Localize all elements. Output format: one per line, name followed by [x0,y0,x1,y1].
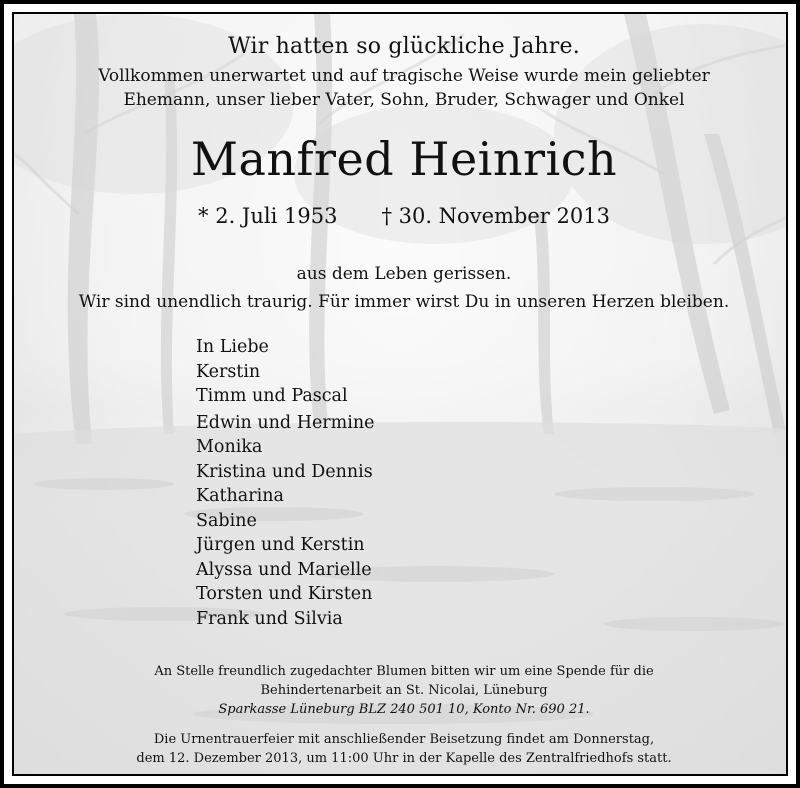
intro-text [14,64,788,112]
donation-line-1: An Stelle freundlich zugedachter Blumen bitten wir um eine Spende für die [154,664,654,679]
mourner-line: In Liebe [196,337,269,357]
donation-notice [14,662,788,719]
mourner-line: Katharina [196,486,284,506]
mourners-list [196,335,375,631]
life-dates [14,204,788,228]
mourner-line: Torsten und Kirsten [196,584,373,604]
sorrow-line: Wir sind unendlich traurig. Für immer wirst Du in unseren Herzen bleiben. [78,292,730,312]
mourners-group-close [196,335,375,409]
funeral-service-notice [14,730,788,768]
mourner-line: Edwin und Hermine [196,412,375,433]
mourner-line: Jürgen und Kerstin [196,535,365,555]
mourner-line: Alyssa und Marielle [196,559,372,580]
service-line-1: Die Urnentrauerfeier mit anschließender Beisetzung findet am Donnerstag, [153,732,655,747]
donation-line-2: Behindertenarbeit an St. Nicolai, Lüneburg [260,683,548,698]
deceased-name: Manfred Heinrich [190,132,618,186]
intro-line-2: Ehemann, unser lieber Vater, Sohn, Bruder, Schwager und Onkel [123,90,685,110]
obituary-panel [12,12,788,776]
lost-line: aus dem Leben gerissen. [296,264,512,284]
mourner-line: Sabine [196,510,257,531]
death-date: † 30. November 2013 [381,204,610,228]
motto: Wir hatten so glückliche Jahre. [228,34,580,59]
portrait-photo [442,372,592,594]
birth-date: * 2. Juli 1953 [198,204,338,228]
mourner-line: Kerstin [196,361,261,382]
mourner-line: Kristina und Dennis [196,461,373,482]
mourner-line: Monika [196,437,263,457]
intro-line-1: Vollkommen unerwartet und auf tragische Weise wurde mein geliebter [98,66,710,86]
mourner-line: Timm und Pascal [196,386,348,406]
bank-details: Sparkasse Lüneburg BLZ 240 501 10, Konto Nr. 690 21. [218,702,590,717]
mourner-line: Frank und Silvia [196,608,343,629]
service-line-2: dem 12. Dezember 2013, um 11:00 Uhr in der Kapelle des Zentralfriedhofs statt. [136,751,672,766]
mourners-group-family [196,411,375,632]
